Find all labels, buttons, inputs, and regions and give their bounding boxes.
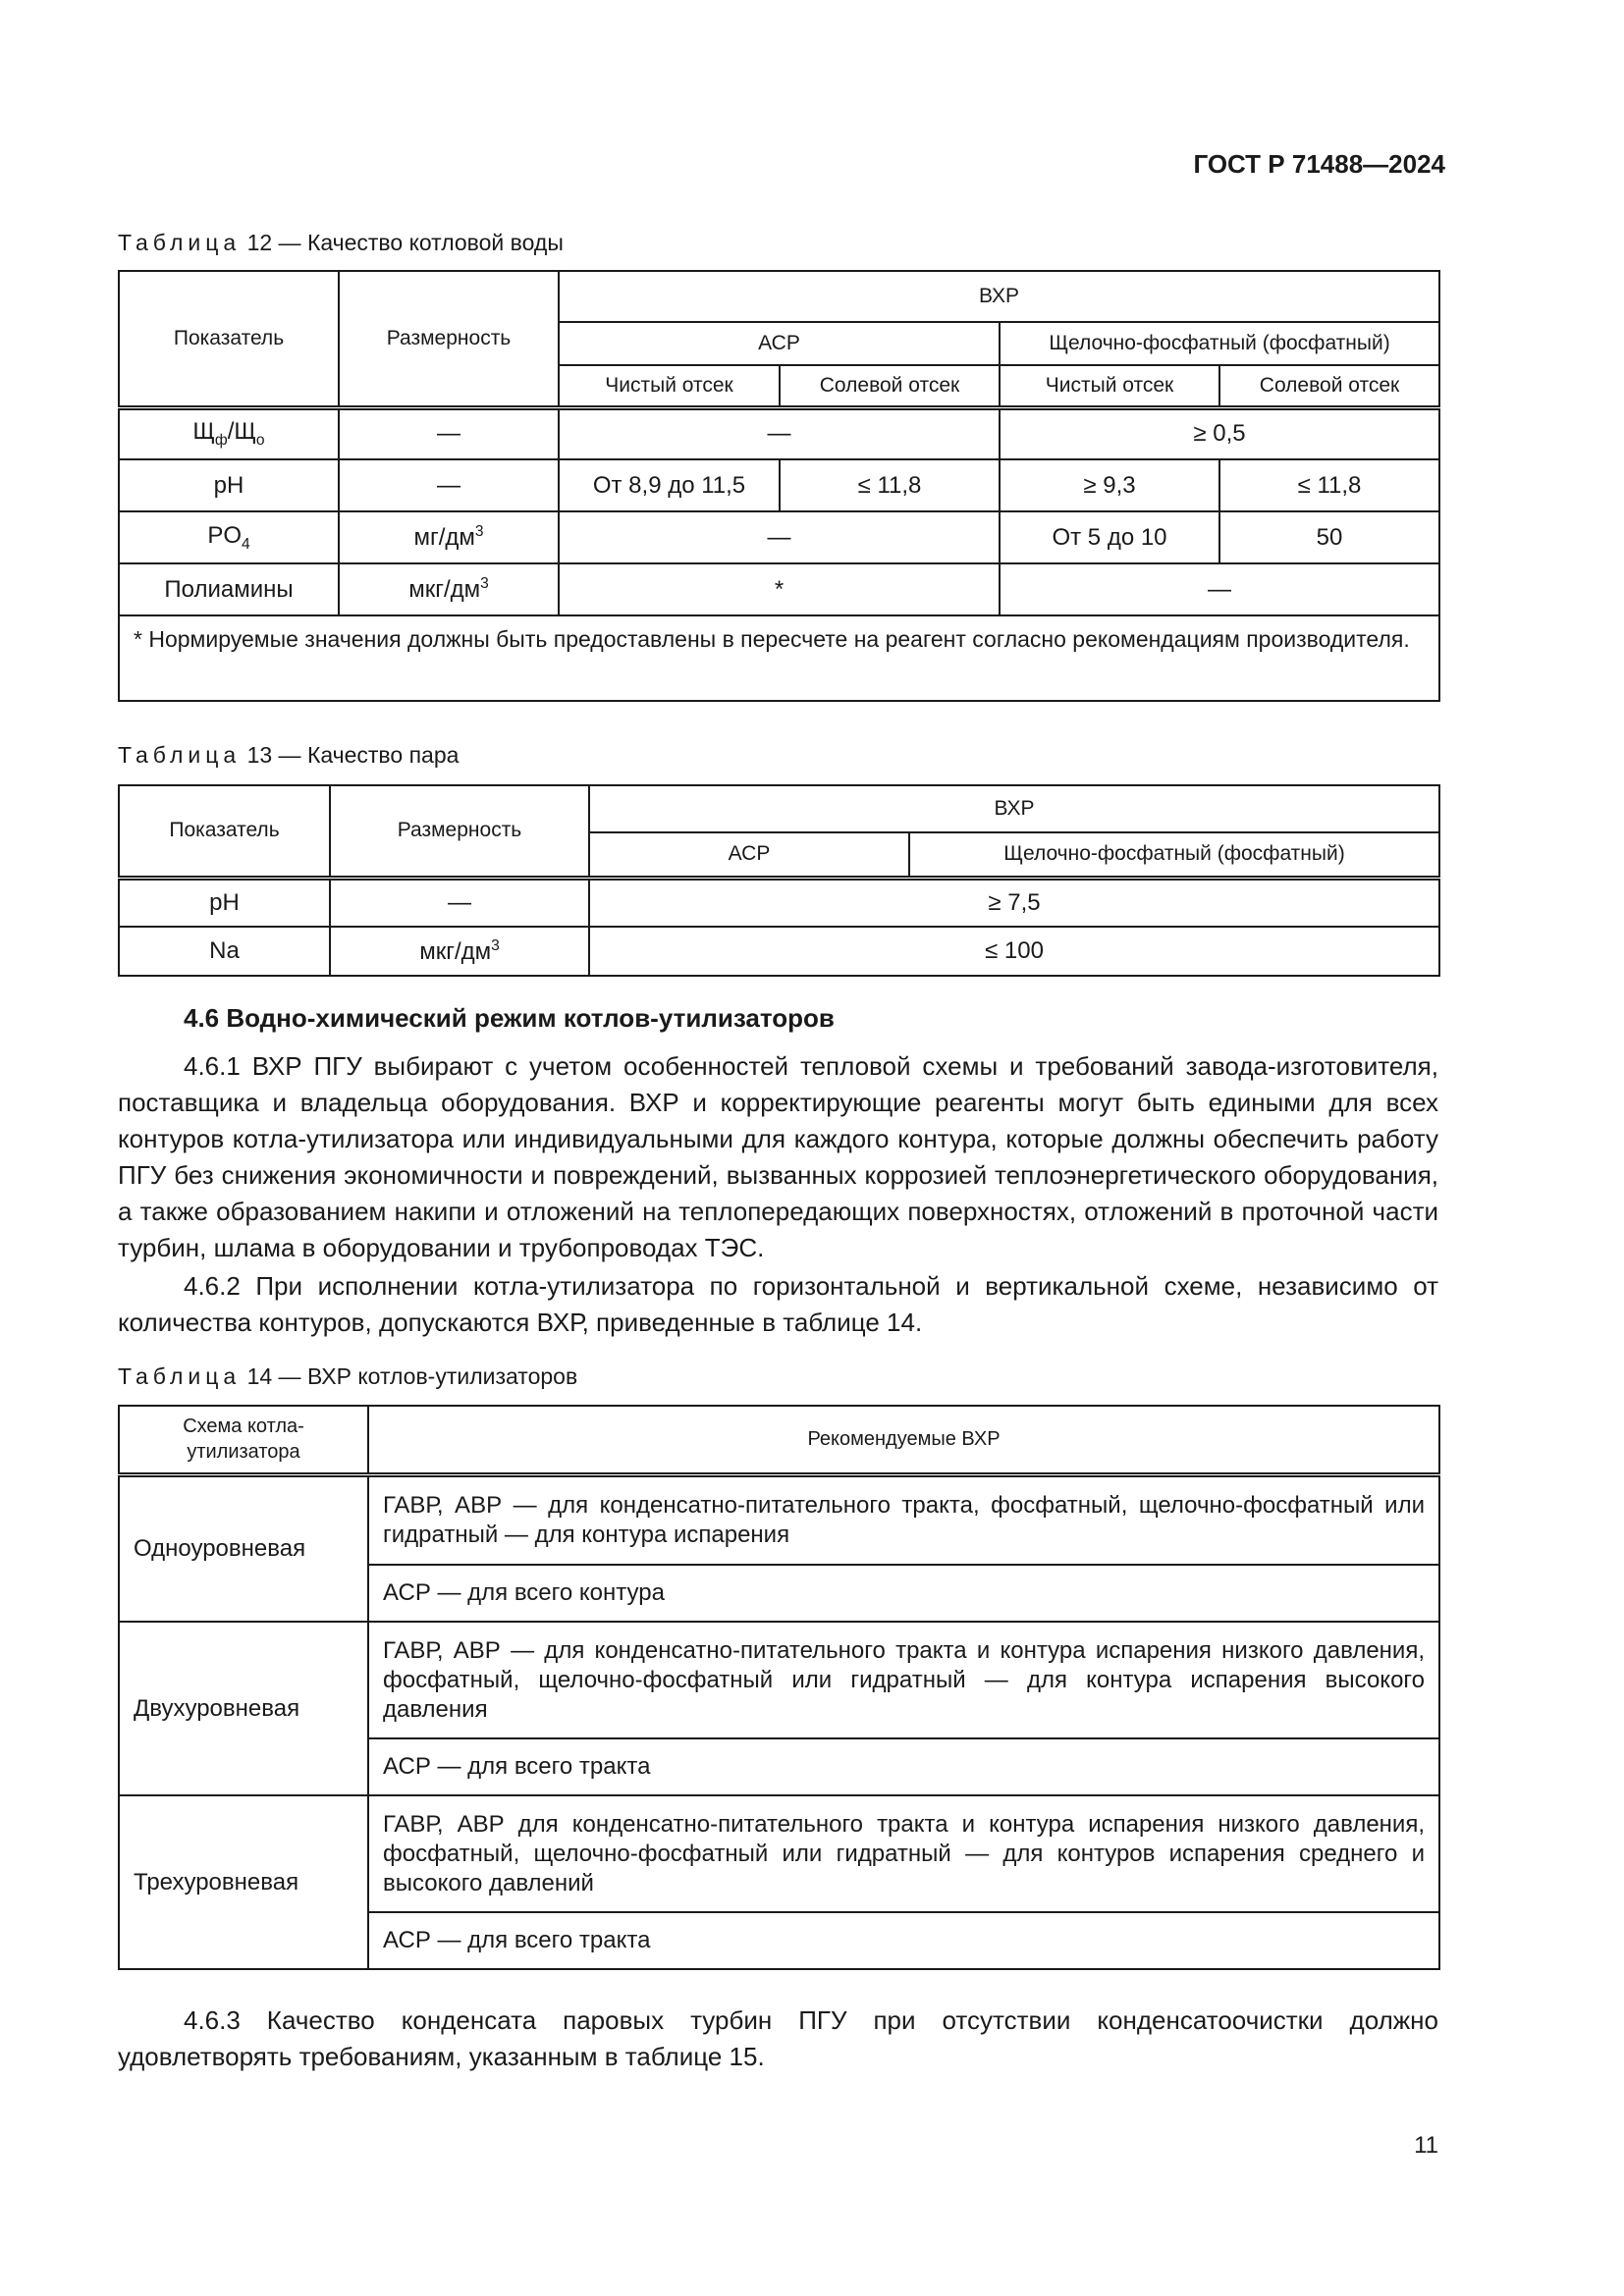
table-row (119, 459, 1439, 511)
header-acr-clean: Чистый отсек (559, 365, 780, 407)
indicator-cell: Полиамины (119, 563, 339, 615)
recommended-cell: ГАВР, АВР — для конденсатно-питательного тракта, фосфатный, щелочно-фосфатный или гидратный — для контура испарения (368, 1474, 1439, 1565)
unit-cell: — (330, 878, 589, 927)
recommended-cell: АСР — для всего тракта (368, 1912, 1439, 1969)
section-title: 4.6 Водно-химический режим котлов-утилизаторов (184, 1003, 835, 1033)
table-row (119, 563, 1439, 615)
indicator-cell: pH (119, 459, 339, 511)
acr-cell: — (559, 407, 1000, 459)
recommended-cell: ГАВР, АВР — для конденсатно-питательного тракта и контура испарения низкого давления, фосфатный, щелочно-фосфатный или гидратный — для контура испарения высокого давления (368, 1622, 1439, 1738)
table-row (119, 927, 1439, 976)
table-row (119, 511, 1439, 563)
table-row (119, 878, 1439, 927)
table-14 (118, 1405, 1440, 1970)
value-cell: ≥ 7,5 (589, 878, 1439, 927)
indicator-cell: Na (119, 927, 330, 976)
acr-salt-cell: ≤ 11,8 (780, 459, 1000, 511)
table-row (119, 1474, 1439, 1565)
header-unit: Размерность (339, 271, 559, 407)
header-alk-phos: Щелочно-фосфатный (фосфатный) (1000, 322, 1439, 365)
paragraph-4-6-2: 4.6.2 При исполнении котла-утилизатора по горизонтальной и вертикальной схеме, независимо от количества контуров, допускаются ВХР, приведенные в таблице 14. (118, 1271, 1438, 1337)
acr-cell: * (559, 563, 1000, 615)
phos-clean-cell: ≥ 9,3 (1000, 459, 1219, 511)
table-14-caption (118, 1363, 577, 1390)
unit-cell: — (339, 459, 559, 511)
scheme-cell: Трехуровневая (119, 1795, 368, 1969)
paragraph-4-6-1: 4.6.1 ВХР ПГУ выбирают с учетом особенностей тепловой схемы и требований завода-изготовителя, поставщика и владельца оборудования. ВХР и корректирующие реагенты могут быть едиными для всех контуров котла-утилизатора или индивидуальными для каждого контура, которые должны обеспечить работу ПГУ без снижения экономичности и повреждений, вызванных коррозией теплоэнергетического оборудования, а также образованием накипи и отложений на теплопередающих поверхностях, отложений в проточной части турбин, шлама в оборудовании и трубопроводах ТЭС. (118, 1051, 1438, 1262)
indicator-cell: $Щ_ф/Щ_о$ (119, 407, 339, 459)
header-acr: АСР (589, 832, 909, 878)
table-row (119, 407, 1439, 459)
header-recommended: Рекомендуемые ВХР (368, 1406, 1439, 1474)
table-13-caption (118, 742, 459, 769)
value-cell: ≤ 100 (589, 927, 1439, 976)
unit-cell: мкг/$дм^3$ (339, 563, 559, 615)
header-acr: АСР (559, 322, 1000, 365)
document-number: ГОСТ Р 71488—2024 (1193, 149, 1445, 179)
table-12 (118, 270, 1440, 702)
header-phos-clean: Чистый отсек (1000, 365, 1219, 407)
table-12-caption (118, 230, 564, 256)
acr-cell: — (559, 511, 1000, 563)
header-acr-salt: Солевой отсек (780, 365, 1000, 407)
unit-cell: $мг/дм^3$ (339, 511, 559, 563)
scheme-cell: Двухуровневая (119, 1622, 368, 1795)
phos-salt-cell: 50 (1219, 511, 1439, 563)
unit-cell: — (339, 407, 559, 459)
header-phos-salt: Солевой отсек (1219, 365, 1439, 407)
header-scheme: Схема котла- утилизатора (119, 1406, 368, 1474)
acr-clean-cell: От 8,9 до 11,5 (559, 459, 780, 511)
page-number: 11 (1414, 2132, 1438, 2159)
scheme-cell: Одноуровневая (119, 1474, 368, 1622)
table-13 (118, 784, 1440, 977)
header-indicator: Показатель (119, 271, 339, 407)
indicator-cell: $PO_4$ (119, 511, 339, 563)
indicator-cell: pH (119, 878, 330, 927)
caption-word: Таблица (118, 1363, 242, 1389)
header-unit: Размерность (330, 785, 589, 878)
unit-cell: мкг/$дм^3$ (330, 927, 589, 976)
caption-text: 12 — Качество котловой воды (241, 230, 564, 255)
recommended-cell: АСР — для всего контура (368, 1565, 1439, 1622)
header-indicator: Показатель (119, 785, 330, 878)
table-note: * Нормируемые значения должны быть предоставлены в пересчете на реагент согласно рекомендациям производителя. (119, 615, 1439, 701)
header-alk-phos: Щелочно-фосфатный (фосфатный) (909, 832, 1439, 878)
phos-cell: ≥ 0,5 (1000, 407, 1439, 459)
header-vhr: ВХР (559, 271, 1439, 322)
table-row (119, 1622, 1439, 1738)
table-note-row (119, 615, 1439, 701)
caption-text: 13 — Качество пара (241, 742, 460, 768)
table-row (119, 1795, 1439, 1912)
recommended-cell: АСР — для всего тракта (368, 1738, 1439, 1795)
phos-clean-cell: От 5 до 10 (1000, 511, 1219, 563)
phos-cell: — (1000, 563, 1439, 615)
caption-text: 14 — ВХР котлов-утилизаторов (241, 1363, 578, 1389)
recommended-cell: ГАВР, АВР для конденсатно-питательного тракта и контура испарения низкого давления, фосфатный, щелочно-фосфатный или гидратный — для контуров испарения среднего и высокого давлений (368, 1795, 1439, 1912)
phos-salt-cell: ≤ 11,8 (1219, 459, 1439, 511)
caption-word: Таблица (118, 230, 242, 255)
paragraph-4-6-3: 4.6.3 Качество конденсата паровых турбин ПГУ при отсутствии конденсатоочистки должно удовлетворять требованиям, указанным в таблице 15. (118, 2005, 1438, 2071)
header-vhr: ВХР (589, 785, 1439, 832)
caption-word: Таблица (118, 742, 242, 768)
